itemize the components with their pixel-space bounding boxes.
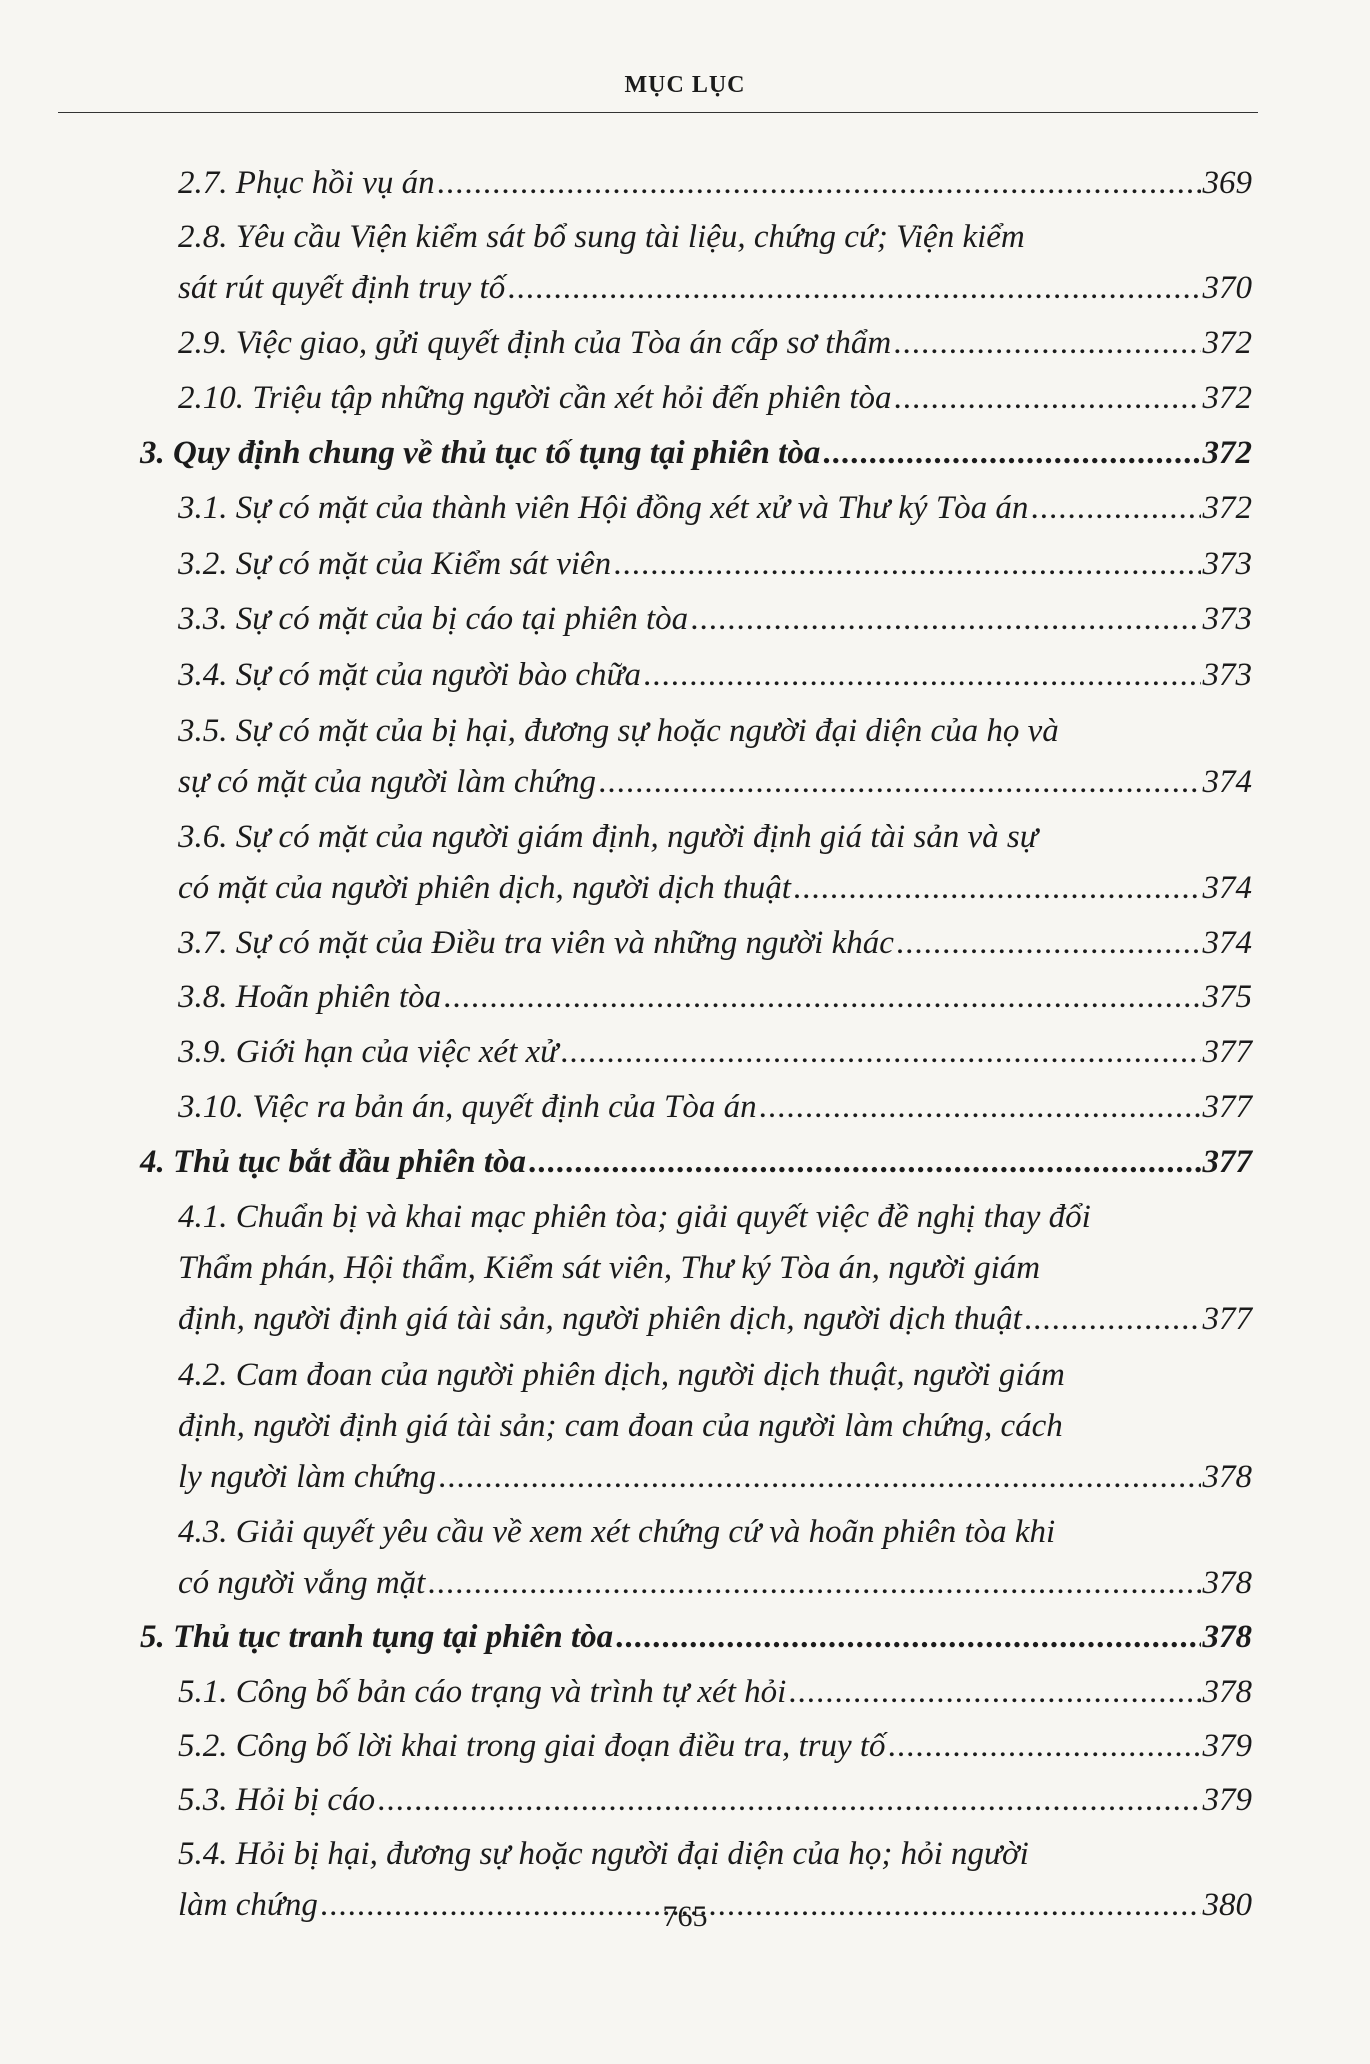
toc-entry-text: 5.2. Công bố lời khai trong giai đoạn điều tra, truy tố bbox=[178, 1728, 886, 1764]
toc-page-number: 380 bbox=[1202, 1887, 1252, 1923]
toc-entry-text: 4.2. Cam đoan của người phiên dịch, người dịch thuật, người giám bbox=[178, 1357, 1065, 1393]
dot-leader bbox=[437, 158, 1201, 209]
dot-leader bbox=[759, 1082, 1201, 1133]
dot-leader bbox=[690, 594, 1200, 645]
toc-page-number: 377 bbox=[1202, 1089, 1252, 1125]
toc-page-number: 370 bbox=[1202, 270, 1252, 306]
toc-entry-text: 2.7. Phục hồi vụ án bbox=[178, 165, 435, 201]
dot-leader bbox=[643, 650, 1201, 701]
dot-leader bbox=[788, 1667, 1200, 1718]
toc-page-number: 375 bbox=[1202, 979, 1252, 1015]
dot-leader bbox=[822, 428, 1200, 479]
toc-page-number: 369 bbox=[1202, 165, 1252, 201]
dot-leader bbox=[427, 1558, 1200, 1609]
toc-page-number: 373 bbox=[1202, 657, 1252, 693]
toc-entry-text: 3.5. Sự có mặt của bị hại, đương sự hoặc người đại diện của họ và bbox=[178, 713, 1059, 749]
toc-entry-text: 4. Thủ tục bắt đầu phiên tòa bbox=[140, 1144, 526, 1180]
dot-leader bbox=[443, 972, 1200, 1023]
toc-entry-text: định, người định giá tài sản; cam đoan của người làm chứng, cách bbox=[178, 1408, 1063, 1444]
header-divider bbox=[58, 112, 1258, 113]
dot-leader bbox=[893, 318, 1200, 369]
dot-leader bbox=[438, 1452, 1201, 1503]
toc-page-number: 372 bbox=[1202, 380, 1252, 416]
toc-page-number: 377 bbox=[1202, 1301, 1252, 1337]
toc-entry-text: Thẩm phán, Hội thẩm, Kiểm sát viên, Thư ký Tòa án, người giám bbox=[178, 1250, 1041, 1286]
toc-entry-text: 3.4. Sự có mặt của người bào chữa bbox=[178, 657, 641, 693]
toc-page-number: 377 bbox=[1202, 1034, 1252, 1070]
toc-page-number: 379 bbox=[1202, 1782, 1252, 1818]
toc-entry-text: có mặt của người phiên dịch, người dịch thuật bbox=[178, 870, 791, 906]
toc-page-number: 378 bbox=[1202, 1619, 1252, 1655]
toc-entry-text: 3.8. Hoãn phiên tòa bbox=[178, 979, 442, 1015]
toc-entry-text: sự có mặt của người làm chứng bbox=[178, 764, 597, 800]
toc-entry-text: 5.4. Hỏi bị hại, đương sự hoặc người đại diện của họ; hỏi người bbox=[178, 1836, 1029, 1872]
toc-page-number: 374 bbox=[1202, 764, 1252, 800]
dot-leader bbox=[894, 373, 1201, 424]
dot-leader bbox=[528, 1137, 1201, 1188]
dot-leader bbox=[1024, 1294, 1201, 1345]
toc-entry-text: 4.1. Chuẩn bị và khai mạc phiên tòa; giải quyết việc đề nghị thay đổi bbox=[178, 1199, 1091, 1235]
toc-page-number: 372 bbox=[1202, 490, 1252, 526]
toc-page-number: 374 bbox=[1202, 925, 1252, 961]
dot-leader bbox=[377, 1775, 1200, 1826]
toc-page-number: 378 bbox=[1202, 1565, 1252, 1601]
page-number: 765 bbox=[662, 1900, 708, 1933]
toc-page-number: 377 bbox=[1202, 1144, 1252, 1180]
toc-page-number: 378 bbox=[1202, 1674, 1252, 1710]
toc-page-number: 372 bbox=[1202, 435, 1252, 471]
toc-entry-text: 5. Thủ tục tranh tụng tại phiên tòa bbox=[140, 1619, 614, 1655]
toc-entry-text: 2.8. Yêu cầu Viện kiểm sát bổ sung tài liệu, chứng cứ; Viện kiểm bbox=[178, 219, 1025, 255]
toc-entry-text: 3.10. Việc ra bản án, quyết định của Tòa án bbox=[178, 1089, 757, 1125]
toc-entry-text: 3.1. Sự có mặt của thành viên Hội đồng xét xử và Thư ký Tòa án bbox=[178, 490, 1029, 526]
dot-leader bbox=[793, 863, 1201, 914]
toc-entry-text: 5.3. Hỏi bị cáo bbox=[178, 1782, 376, 1818]
dot-leader bbox=[613, 539, 1200, 590]
dot-leader bbox=[896, 918, 1201, 969]
toc-entry-text: 3.3. Sự có mặt của bị cáo tại phiên tòa bbox=[178, 601, 689, 637]
toc-page-number: 378 bbox=[1202, 1459, 1252, 1495]
dot-leader bbox=[1030, 483, 1200, 534]
toc-entry-text: 2.10. Triệu tập những người cần xét hỏi đến phiên tòa bbox=[178, 380, 892, 416]
toc-entry-text: định, người định giá tài sản, người phiên dịch, người dịch thuật bbox=[178, 1301, 1022, 1337]
running-header-title: MỤC LỤC bbox=[624, 72, 746, 98]
toc-entry-text: làm chứng bbox=[178, 1887, 318, 1923]
toc-entry-text: 3.9. Giới hạn của việc xét xử bbox=[178, 1034, 559, 1070]
dot-leader bbox=[615, 1612, 1200, 1663]
toc-page-number: 373 bbox=[1202, 601, 1252, 637]
dot-leader bbox=[598, 757, 1200, 808]
dot-leader bbox=[507, 263, 1200, 314]
toc-entry-text: sát rút quyết định truy tố bbox=[178, 270, 506, 306]
toc-entry-text: có người vắng mặt bbox=[178, 1565, 426, 1601]
toc-entry-text: 4.3. Giải quyết yêu cầu về xem xét chứng cứ và hoãn phiên tòa khi bbox=[178, 1514, 1056, 1550]
dot-leader bbox=[888, 1721, 1201, 1772]
toc-entry-text: 3.2. Sự có mặt của Kiểm sát viên bbox=[178, 546, 612, 582]
dot-leader bbox=[560, 1027, 1200, 1078]
toc-entry-text: 5.1. Công bố bản cáo trạng và trình tự xét hỏi bbox=[178, 1674, 787, 1710]
toc-entry-text: 2.9. Việc giao, gửi quyết định của Tòa án cấp sơ thẩm bbox=[178, 325, 892, 361]
toc-page-number: 379 bbox=[1202, 1728, 1252, 1764]
toc-entry-text: ly người làm chứng bbox=[178, 1459, 436, 1495]
toc-page-number: 372 bbox=[1202, 325, 1252, 361]
toc-page-number: 373 bbox=[1202, 546, 1252, 582]
toc-entry-text: 3.6. Sự có mặt của người giám định, người định giá tài sản và sự bbox=[178, 819, 1038, 855]
toc-entry-text: 3. Quy định chung về thủ tục tố tụng tại phiên tòa bbox=[140, 435, 821, 471]
toc-page-number: 374 bbox=[1202, 870, 1252, 906]
toc-entry-text: 3.7. Sự có mặt của Điều tra viên và những người khác bbox=[178, 925, 894, 961]
